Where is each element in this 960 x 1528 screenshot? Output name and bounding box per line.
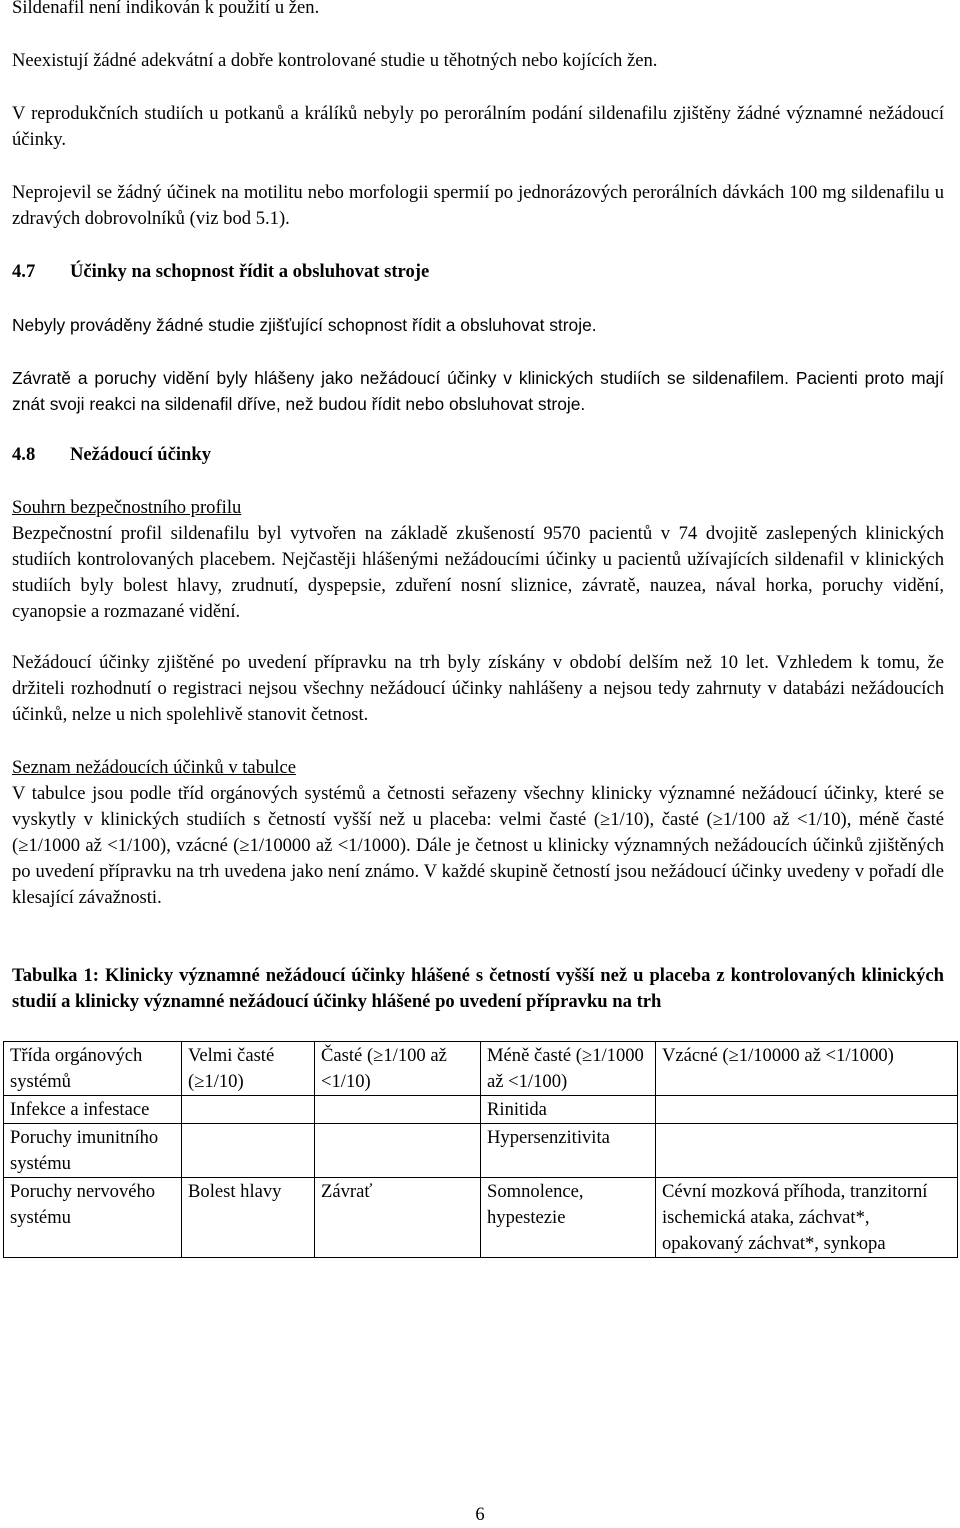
paragraph-women: Sildenafil není indikován k použití u žen. [12, 0, 320, 18]
table-cell [182, 1096, 315, 1124]
header-cell: Časté (≥1/100 až <1/10) [315, 1042, 481, 1096]
table-row [4, 1124, 958, 1178]
section-number: 4.7 [12, 261, 36, 282]
paragraph-post-marketing: Nežádoucí účinky zjištěné po uvedení přípravku na trh byly získány v období delším než 10 let. Vzhledem k tomu, že držiteli rozhodnutí o registraci nejsou všechny nežádoucí účinky nahlášeny a nejsou tedy zahrnuty v databázi nežádoucích účinků, nelze u nich spolehlivě stanovit četnost. [12, 652, 944, 725]
table-cell [182, 1124, 315, 1178]
adverse-effects-table [3, 1041, 958, 1258]
table-cell: Rinitida [481, 1096, 656, 1124]
table-row [4, 1178, 958, 1258]
table-cell: Cévní mozková příhoda, tranzitorní ischemická ataka, záchvat*, opakovaný záchvat*, synkopa [656, 1178, 958, 1258]
header-cell: Velmi časté (≥1/10) [182, 1042, 315, 1096]
table-cell: Bolest hlavy [182, 1178, 315, 1258]
paragraph-reproduction-studies: V reprodukčních studiích u potkanů a králíků nebyly po perorálním podání sildenafilu zjištěny žádné významné nežádoucí účinky. [12, 103, 944, 150]
table-cell [315, 1096, 481, 1124]
subheading-table-list: Seznam nežádoucích účinků v tabulce [12, 757, 296, 778]
section-number: 4.8 [12, 444, 36, 465]
header-cell: Třída orgánových systémů [4, 1042, 182, 1096]
table-cell: Poruchy nervového systému [4, 1178, 182, 1258]
section-title: Nežádoucí účinky [70, 444, 212, 465]
table-cell [656, 1096, 958, 1124]
table-cell: Poruchy imunitního systému [4, 1124, 182, 1178]
table-cell [315, 1124, 481, 1178]
paragraph-pregnancy: Neexistují žádné adekvátní a dobře kontrolované studie u těhotných nebo kojících žen. [12, 50, 658, 71]
table-header-row [4, 1042, 958, 1096]
paragraph-frequency-explanation: V tabulce jsou podle tříd orgánových systémů a četnosti seřazeny všechny klinicky významné nežádoucí účinky, které se vyskytly v klinických studiích s četností vyšší než u placeba: velmi časté (≥1/10), časté (≥1/100 až <1/10), méně časté (≥1/1000 až <1/100), vzácné (≥1/10000 až <1/1000). Dále je četnost u klinicky významných nežádoucích účinků zjištěných po uvedení přípravku na trh uvedena jako není známo. V každé skupině četností jsou nežádoucí účinky uvedeny v pořadí dle klesající závažnosti. [12, 783, 944, 908]
table-cell: Závrať [315, 1178, 481, 1258]
section-title: Účinky na schopnost řídit a obsluhovat stroje [70, 261, 430, 282]
page-number: 6 [475, 1504, 485, 1525]
section-heading-4-7 [12, 259, 944, 285]
table-cell: Infekce a infestace [4, 1096, 182, 1124]
paragraph-sperm-motility: Neprojevil se žádný účinek na motilitu nebo morfologii spermií po jednorázových perorálních dávkách 100 mg sildenafilu u zdravých dobrovolníků (viz bod 5.1). [12, 182, 944, 229]
header-cell: Vzácné (≥1/10000 až <1/1000) [656, 1042, 958, 1096]
table-cell: Somnolence, hypestezie [481, 1178, 656, 1258]
table-cell: Hypersenzitivita [481, 1124, 656, 1178]
table-row [4, 1096, 958, 1124]
table-cell [656, 1124, 958, 1178]
section-heading-4-8 [12, 442, 944, 468]
paragraph-driving-studies: Nebyly prováděny žádné studie zjišťující schopnost řídit a obsluhovat stroje. [12, 315, 597, 335]
paragraph-safety-profile: Bezpečnostní profil sildenafilu byl vytvořen na základě zkušeností 9570 pacientů v 74 dvojitě zaslepených klinických studiích kontrolovaných placebem. Nejčastěji hlášenými nežádoucími účinky u pacientů užívajících sildenafil v klinických studiích byly bolest hlavy, zrudnutí, dyspepsie, zduření nosní sliznice, závratě, nauzea, nával horka, poruchy vidění, cyanopsie a rozmazané vidění. [12, 523, 944, 622]
subheading-safety-profile: Souhrn bezpečnostního profilu [12, 497, 242, 518]
paragraph-dizziness: Závratě a poruchy vidění byly hlášeny jako nežádoucí účinky v klinických studiích se sildenafilem. Pacienti proto mají znát svoji reakci na sildenafil dříve, než budou řídit nebo obsluhovat stroje. [12, 368, 944, 414]
header-cell: Méně časté (≥1/1000 až <1/100) [481, 1042, 656, 1096]
table-caption: Tabulka 1: Klinicky významné nežádoucí účinky hlášené s četností vyšší než u placeba z kontrolovaných klinických studií a klinicky významné nežádoucí účinky hlášené po uvedení přípravku na trh [12, 965, 944, 1012]
